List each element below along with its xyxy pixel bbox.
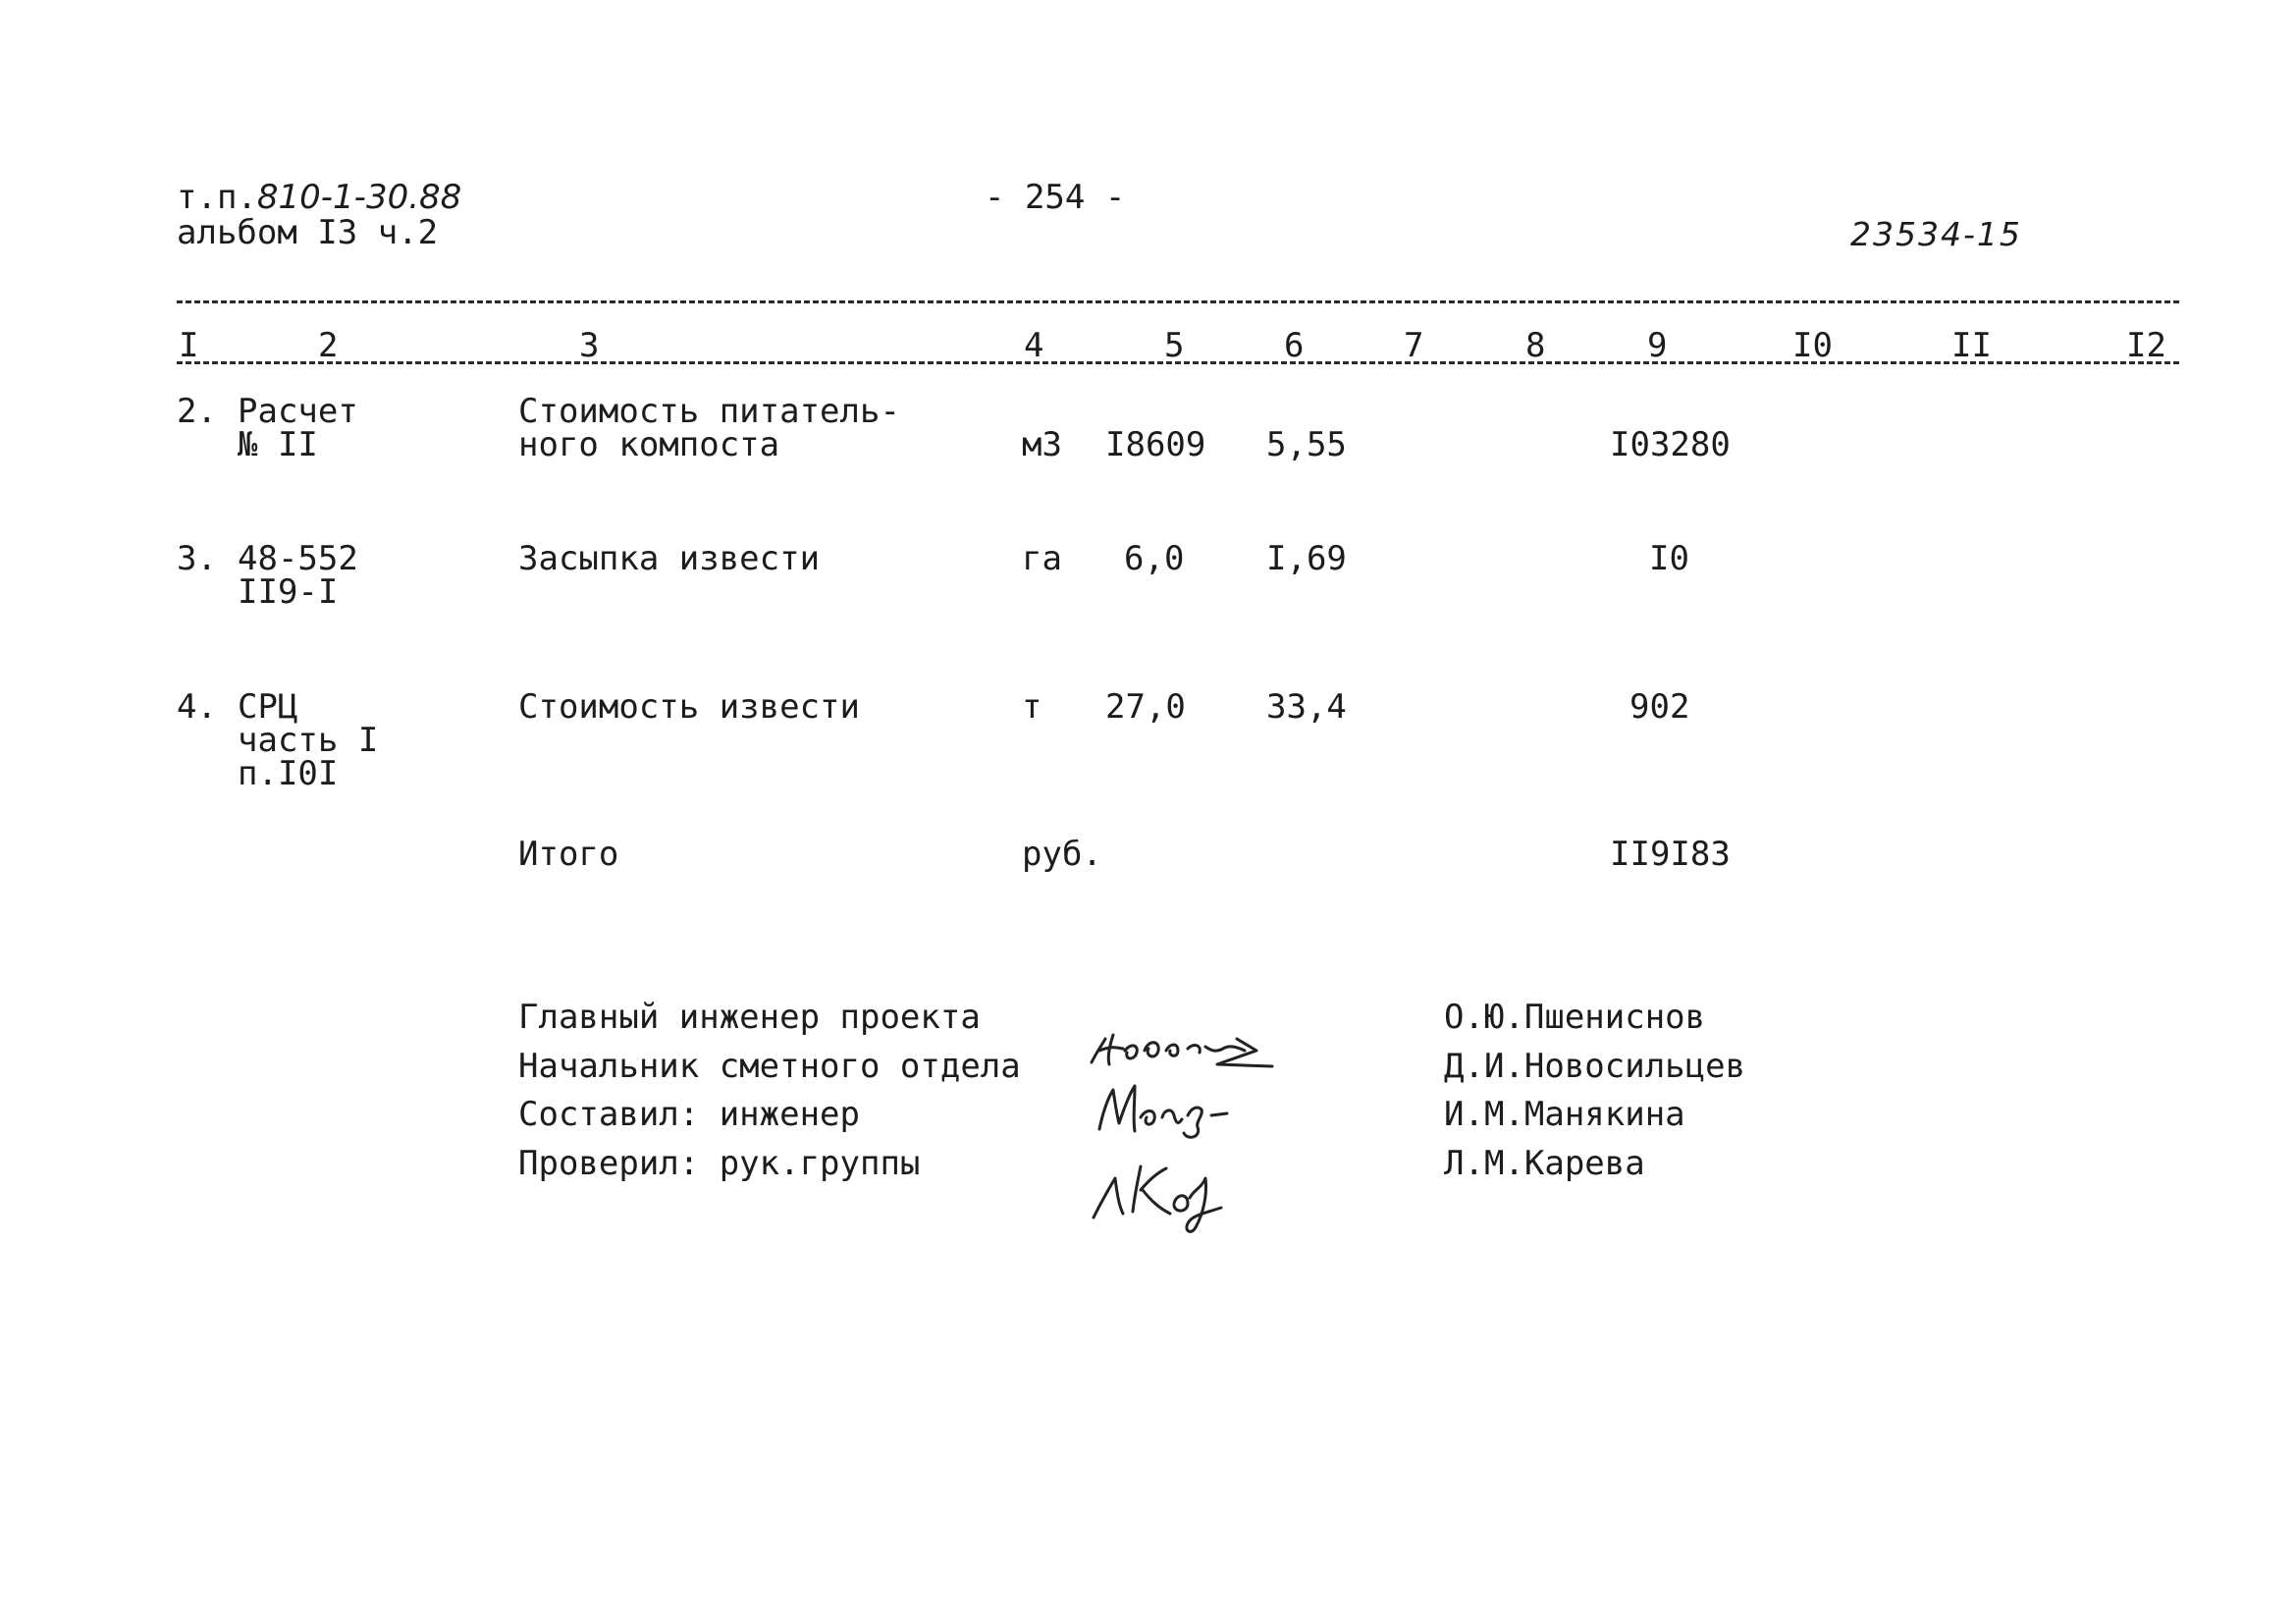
signature-role: Главный инженер проекта xyxy=(518,998,981,1037)
row-unit: м3 xyxy=(1022,425,1062,464)
signature-role: Составил: инженер xyxy=(518,1095,860,1134)
row-number: 4. xyxy=(177,687,217,727)
col-head-3: 3 xyxy=(579,326,600,365)
inventory-number: 23534-15 xyxy=(1850,215,2022,253)
column-head-rule xyxy=(177,361,2179,364)
header-rule xyxy=(177,300,2179,303)
signature-role: Проверил: рук.группы xyxy=(518,1144,921,1183)
col-head-10: I0 xyxy=(1792,326,1833,365)
row-name: Стоимость извести xyxy=(518,687,860,727)
col-head-9: 9 xyxy=(1647,326,1668,365)
row-basis: СРЦ xyxy=(238,687,298,727)
handwritten-signatures xyxy=(1080,1021,1335,1237)
signature-kareva xyxy=(1094,1166,1221,1231)
signatory-name: Л.М.Карева xyxy=(1444,1144,1645,1183)
signature-role: Начальник сметного отдела xyxy=(518,1047,1021,1086)
row-basis: Расчет xyxy=(238,392,358,431)
summary-unit: руб. xyxy=(1022,835,1102,874)
row-basis: часть I xyxy=(238,721,379,760)
row-total: 902 xyxy=(1629,687,1690,727)
album-label: альбом I3 ч.2 xyxy=(177,213,439,252)
row-name: ного компоста xyxy=(518,425,780,464)
col-head-2: 2 xyxy=(318,326,339,365)
row-total: I0 xyxy=(1649,539,1689,578)
row-basis: № II xyxy=(238,425,318,464)
signature-novosiltsev xyxy=(1092,1035,1272,1066)
doc-number xyxy=(177,178,462,217)
row-name: Стоимость питатель- xyxy=(518,392,900,431)
page-number: - 254 - xyxy=(985,178,1126,217)
row-unit: т xyxy=(1022,687,1042,727)
col-head-1: I xyxy=(179,326,199,365)
signatory-name: О.Ю.Пшениснов xyxy=(1444,998,1706,1037)
signatory-name: Д.И.Новосильцев xyxy=(1444,1047,1746,1086)
row-price: 33,4 xyxy=(1266,687,1347,727)
col-head-7: 7 xyxy=(1404,326,1424,365)
doc-prefix: т.п. xyxy=(177,178,257,217)
row-qty: I8609 xyxy=(1105,425,1206,464)
row-basis: II9-I xyxy=(238,572,339,612)
row-price: I,69 xyxy=(1266,539,1347,578)
row-basis: п.I0I xyxy=(238,754,339,793)
row-qty: 6,0 xyxy=(1124,539,1185,578)
col-head-12: I2 xyxy=(2126,326,2166,365)
doc-code: 810-1-30.88 xyxy=(256,178,462,217)
row-number: 3. xyxy=(177,539,217,578)
row-total: I03280 xyxy=(1610,425,1731,464)
row-price: 5,55 xyxy=(1266,425,1347,464)
col-head-8: 8 xyxy=(1525,326,1546,365)
row-unit: га xyxy=(1022,539,1062,578)
col-head-4: 4 xyxy=(1024,326,1044,365)
row-name: Засыпка извести xyxy=(518,539,821,578)
col-head-6: 6 xyxy=(1284,326,1305,365)
summary-label: Итого xyxy=(518,835,619,874)
signature-manyakina xyxy=(1099,1086,1227,1137)
col-head-5: 5 xyxy=(1164,326,1185,365)
summary-total: II9I83 xyxy=(1610,835,1731,874)
row-basis: 48-552 xyxy=(238,539,358,578)
row-number: 2. xyxy=(177,392,217,431)
row-qty: 27,0 xyxy=(1105,687,1186,727)
signatory-name: И.М.Манякина xyxy=(1444,1095,1685,1134)
col-head-11: II xyxy=(1951,326,1992,365)
